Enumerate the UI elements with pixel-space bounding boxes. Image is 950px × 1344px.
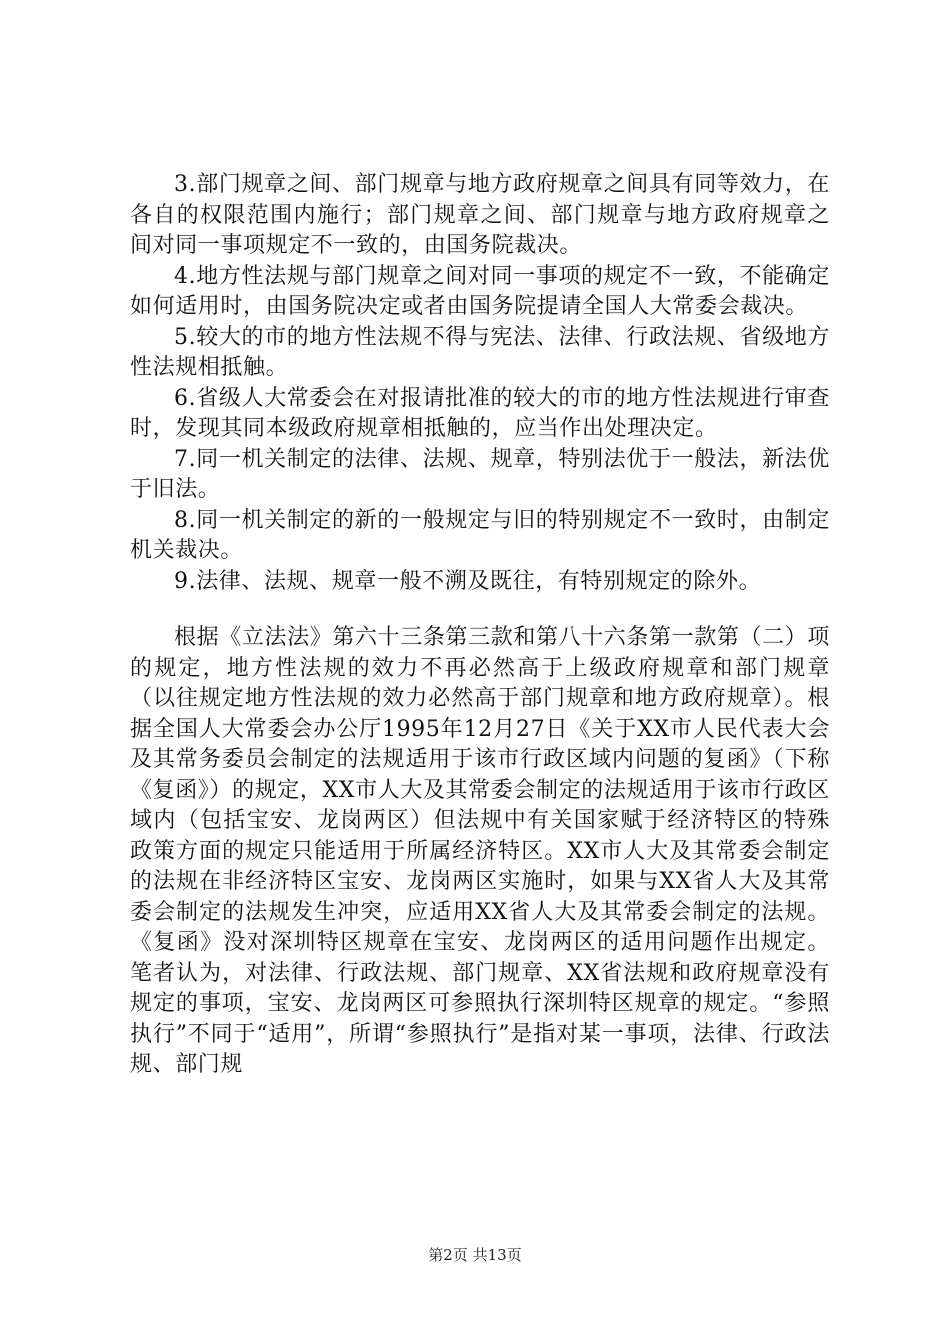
list-item: 5.较大的市的地方性法规不得与宪法、法律、行政法规、省级地方性法规相抵触。: [130, 324, 830, 380]
list-item: 4.地方性法规与部门规章之间对同一事项的规定不一致，不能确定如何适用时，由国务院决定或者由国务院提请全国人大常委会裁决。: [130, 263, 830, 319]
list-item: 7.同一机关制定的法律、法规、规章，特别法优于一般法，新法优于旧法。: [130, 446, 830, 502]
page-footer: 第2页 共13页: [428, 1246, 522, 1264]
list-item: 6.省级人大常委会在对报请批准的较大的市的地方性法规进行审查时，发现其同本级政府规章相抵触的，应当作出处理决定。: [130, 385, 830, 441]
document-page: [130, 170, 830, 1081]
body-paragraph-block: [130, 623, 830, 1081]
list-item: 8.同一机关制定的新的一般规定与旧的特别规定不一致时，由制定机关裁决。: [130, 507, 830, 563]
list-item: 3.部门规章之间、部门规章与地方政府规章之间具有同等效力，在各自的权限范围内施行；部门规章之间、部门规章与地方政府规章之间对同一事项规定不一致的，由国务院裁决。: [130, 172, 830, 258]
rules-list: [130, 170, 830, 597]
list-item: 9.法律、法规、规章一般不溯及既往，有特别规定的除外。: [174, 568, 762, 594]
body-paragraph: 根据《立法法》第六十三条第三款和第八十六条第一款第（二）项的规定，地方性法规的效力不再必然高于上级政府规章和部门规章（以往规定地方性法规的效力必然高于部门规章和地方政府规章）。根据全国人大常委会办公厅1995年12月27日《关于XX市人民代表大会及其常务委员会制定的法规适用于该市行政区域内问题的复函》（下称《复函》）的规定，XX市人大及其常委会制定的法规适用于该市行政区域内（包括宝安、龙岗两区）但法规中有关国家赋于经济特区的特殊政策方面的规定只能适用于所属经济特区。XX市人大及其常委会制定的法规在非经济特区宝安、龙岗两区实施时，如果与XX省人大及其常委会制定的法规发生冲突，应适用XX省人大及其常委会制定的法规。《复函》没对深圳特区规章在宝安、龙岗两区的适用问题作出规定。笔者认为，对法律、行政法规、部门规章、XX省法规和政府规章没有规定的事项，宝安、龙岗两区可参照执行深圳特区规章的规定。“参照执行”不同于“适用”，所谓“参照执行”是指对某一事项，法律、行政法规、部门规: [130, 625, 830, 1077]
